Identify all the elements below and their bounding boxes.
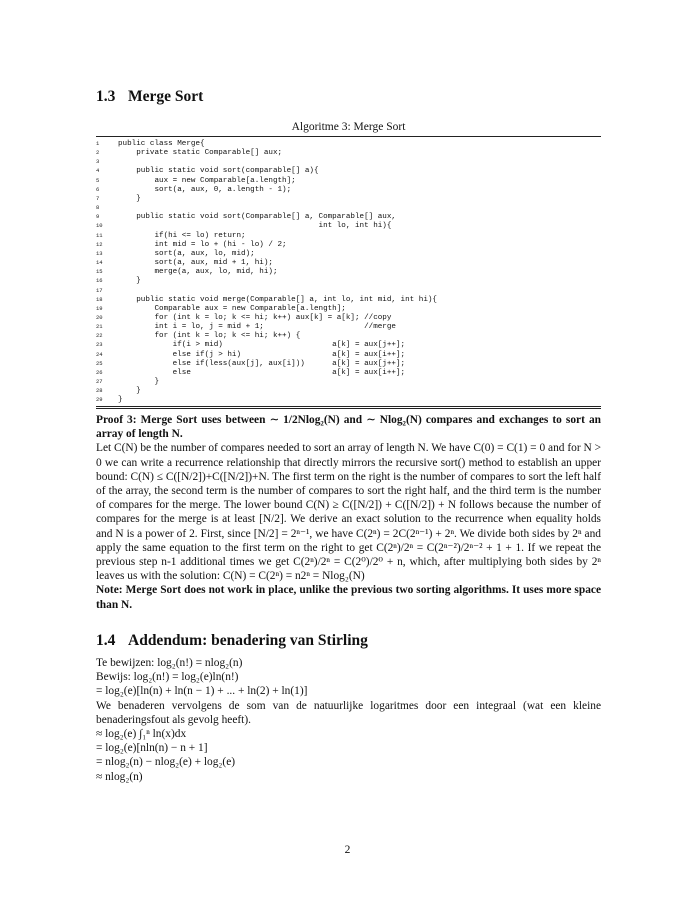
algorithm-bottom-rule [96, 406, 601, 407]
code-line [96, 231, 601, 240]
code-line [96, 212, 601, 221]
code-text: for (int k = lo; k <= hi; k++) aux[k] = a[k]; //copy [118, 313, 392, 322]
line-number: 17 [96, 286, 103, 294]
line-number: 22 [96, 332, 103, 340]
code-text: public static void sort(comparable[] a){ [118, 167, 319, 176]
line-number: 3 [96, 158, 100, 166]
line-number: 29 [96, 396, 103, 404]
code-text: else if(j > hi) a[k] = aux[i++]; [118, 350, 406, 359]
section-number: 1.4 [96, 632, 116, 649]
code-line [96, 194, 601, 203]
code-text: int i = lo, j = mid + 1; //merge [118, 323, 396, 332]
code-text: } [118, 396, 123, 405]
code-line [96, 359, 601, 368]
code-line [96, 395, 601, 404]
code-line [96, 304, 601, 313]
code-text: aux = new Comparable[a.length]; [118, 176, 296, 185]
line-number: 12 [96, 240, 103, 248]
section-title: Merge Sort [128, 88, 204, 105]
code-line [96, 377, 601, 386]
stirling-line-7: ≈ nlog₂(n) [96, 770, 143, 783]
code-text: for (int k = lo; k <= hi; k++) { [118, 332, 301, 341]
code-text: } [118, 277, 141, 286]
code-line [96, 258, 601, 267]
algorithm-bottom-rule-2 [96, 408, 601, 409]
stirling-line-4: ≈ log₂(e) ∫₁ⁿ ln(x)dx [96, 727, 187, 740]
code-text: } [118, 387, 141, 396]
line-number: 18 [96, 295, 103, 303]
algorithm-caption: Algoritme 3: Merge Sort [291, 121, 406, 133]
code-line [96, 267, 601, 276]
code-text: sort(a, aux, lo, mid); [118, 249, 255, 258]
code-line [96, 139, 601, 148]
code-line [96, 249, 601, 258]
code-line [96, 166, 601, 175]
code-text: if(i > mid) a[k] = aux[j++]; [118, 341, 406, 350]
line-number: 27 [96, 378, 103, 386]
code-text: private static Comparable[] aux; [118, 149, 283, 158]
code-line [96, 286, 601, 295]
stirling-line-1: Te bewijzen: log₂(n!) = nlog₂(n) [96, 657, 243, 669]
line-number: 14 [96, 259, 103, 267]
line-number: 28 [96, 387, 103, 395]
line-number: 19 [96, 304, 103, 312]
stirling-block [96, 656, 601, 784]
line-number: 26 [96, 368, 103, 376]
stirling-line-5: = log₂(e)[nln(n) − n + 1] [96, 742, 208, 755]
code-line [96, 331, 601, 340]
section-title: Addendum: benadering van Stirling [128, 632, 368, 649]
line-number: 1 [96, 140, 100, 147]
code-line [96, 313, 601, 322]
line-number: 4 [96, 167, 100, 175]
algorithm-top-rule [96, 136, 601, 137]
code-text: sort(a, aux, 0, a.length - 1); [118, 185, 292, 194]
line-number: 11 [96, 231, 103, 239]
stirling-line-6: = nlog₂(n) − nlog₂(e) + log₂(e) [96, 756, 236, 769]
line-number: 13 [96, 249, 103, 257]
line-number: 24 [96, 350, 103, 358]
code-line [96, 176, 601, 185]
code-line [96, 185, 601, 194]
code-text: public static void merge(Comparable[] a, int lo, int mid, int hi){ [118, 295, 437, 304]
code-line [96, 322, 601, 331]
code-text: if(hi <= lo) return; [118, 231, 246, 240]
code-line [96, 203, 601, 212]
proof-block [96, 413, 601, 612]
line-number: 7 [96, 194, 100, 202]
line-number: 5 [96, 176, 100, 184]
code-text: sort(a, aux, mid + 1, hi); [118, 259, 273, 268]
code-line [96, 350, 601, 359]
code-text: } [118, 378, 160, 387]
line-number: 16 [96, 277, 103, 285]
line-number: 2 [96, 149, 100, 157]
line-number: 10 [96, 222, 103, 230]
stirling-paragraph: We benaderen vervolgens de som van de natuurlijke logaritmes door een integraal (wat een kleine benaderingsfout als gevolg heeft). [96, 699, 601, 726]
proof-heading: Proof 3: Merge Sort uses between ∼ 1/2Nlog₂(N) and ∼ Nlog₂(N) compares and exchanges to sort an array of length N. [96, 414, 601, 441]
line-number: 6 [96, 185, 100, 193]
code-line [96, 221, 601, 230]
code-text: } [118, 194, 141, 203]
code-line [96, 240, 601, 249]
line-number: 25 [96, 359, 103, 367]
page-number: 2 [344, 844, 351, 856]
line-number: 15 [96, 268, 103, 276]
proof-note: Note: Merge Sort does not work in place, unlike the previous two sorting algorithms. It uses more space than N. [96, 584, 601, 611]
section-number: 1.3 [96, 88, 116, 105]
line-number: 21 [96, 323, 103, 331]
stirling-line-3: = log₂(e)[ln(n) + ln(n − 1) + ... + ln(2) + ln(1)] [96, 685, 308, 698]
code-line [96, 340, 601, 349]
code-text: public class Merge{ [118, 140, 205, 148]
code-listing [96, 139, 601, 405]
line-number: 9 [96, 213, 100, 221]
code-text: merge(a, aux, lo, mid, hi); [118, 268, 278, 277]
stirling-line-2: Bewijs: log₂(n!) = log₂(e)ln(n!) [96, 671, 239, 684]
code-line [96, 276, 601, 285]
code-line [96, 157, 601, 166]
line-number: 8 [96, 204, 100, 212]
code-line [96, 386, 601, 395]
code-text: int lo, int hi){ [118, 222, 392, 231]
code-text: Comparable aux = new Comparable[a.length]; [118, 304, 346, 313]
proof-body: Let C(N) be the number of compares needed to sort an array of length N. We have C(0) = C(1) = 0 and for N > 0 we can write a recurrence relationship that directly mirrors the recursive sort() method to establish an upper bound: C(N) ≤ C([N/2])+C([N/2])+N. The first term on the right is the number of compares to sort the left half of the array, the second term is the number of compares to sort the right half, and the third term is the number of compares for the merge. The lower bound C(N) ≥ C([N/2]) + C([N/2]) + N follows because the number of compares for the merge is at least [N/2]. We derive an exact solution to the recurrence when equality holds and N is a power of 2. First, since [N/2] = 2ⁿ⁻¹, we have C(2ⁿ) = 2C(2ⁿ⁻¹) + 2ⁿ. We divide both sides by 2ⁿ and apply the same equation to the first term on the right to get C(2ⁿ)/2ⁿ = C(2ⁿ⁻²)/2ⁿ⁻² + 1 + 1. If we repeat the previous step n-1 additional times we get C(2ⁿ)/2ⁿ = C(2⁰)/2⁰ + n, which, after multiplying both sides by 2ⁿ leaves us with the solution: C(N) = C(2ⁿ) = n2ⁿ = Nlog₂(N) [96, 442, 601, 583]
code-line [96, 148, 601, 157]
section-heading-stirling [96, 632, 368, 650]
line-number: 20 [96, 313, 103, 321]
code-text: int mid = lo + (hi - lo) / 2; [118, 240, 287, 249]
code-text: else if(less(aux[j], aux[i])) a[k] = aux[j++]; [118, 359, 406, 368]
code-text: public static void sort(Comparable[] a, Comparable[] aux, [118, 213, 396, 222]
line-number: 23 [96, 341, 103, 349]
code-line [96, 295, 601, 304]
section-heading-merge-sort [96, 88, 203, 106]
code-text: else a[k] = aux[i++]; [118, 368, 406, 377]
code-line [96, 368, 601, 377]
